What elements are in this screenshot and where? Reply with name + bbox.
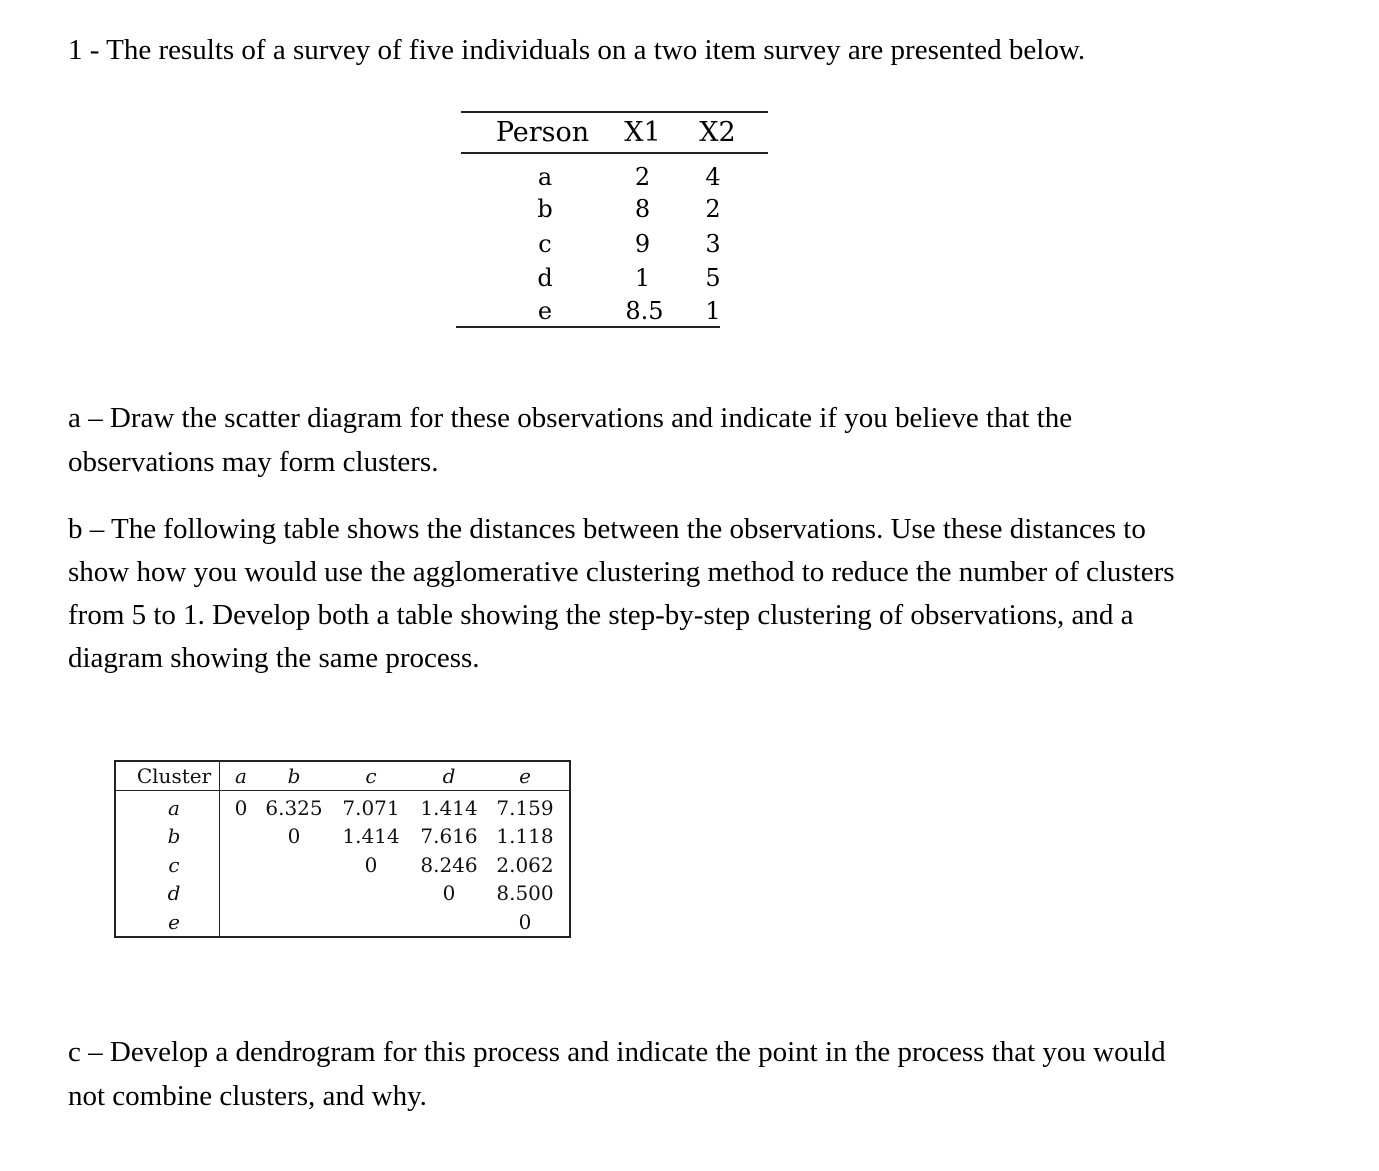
- table-bottom-rule: [456, 326, 720, 328]
- dist-a-b: 6.325: [265, 796, 323, 820]
- dist-row-label-b: b: [167, 824, 181, 848]
- dist-col-b: b: [287, 764, 301, 788]
- table-header-rule: [461, 152, 768, 154]
- question-part-b: [68, 508, 1175, 680]
- dist-row-label-c: c: [168, 853, 180, 877]
- dist-col-c: c: [365, 764, 377, 788]
- dist-e-e: 0: [518, 910, 532, 934]
- dist-d-d: 0: [442, 881, 456, 905]
- part-c-line-1: c – Develop a dendrogram for this process and indicate the point in the process that you would: [68, 1036, 1166, 1068]
- row-e-person: e: [537, 297, 553, 325]
- dist-b-b: 0: [287, 824, 301, 848]
- part-b-line-3: from 5 to 1. Develop both a table showing the step-by-step clustering of observations, and a: [68, 599, 1134, 631]
- dist-c-d: 8.246: [420, 853, 478, 877]
- dist-b-c: 1.414: [342, 824, 400, 848]
- row-d-person: d: [537, 264, 553, 292]
- part-b-line-4: diagram showing the same process.: [68, 642, 480, 674]
- part-a-line-1: a – Draw the scatter diagram for these observations and indicate if you believe that the: [68, 402, 1073, 434]
- dist-d-e: 8.500: [496, 881, 554, 905]
- question-part-c: [68, 1030, 1166, 1118]
- dist-table-label-divider: [219, 760, 220, 938]
- header-person: Person: [495, 117, 590, 148]
- dist-c-c: 0: [364, 853, 378, 877]
- header-x1: X1: [624, 117, 661, 148]
- dist-table-left-border: [114, 760, 116, 938]
- part-a-line-2: observations may form clusters.: [68, 446, 439, 478]
- dist-table-bottom-border: [114, 936, 571, 938]
- header-x2: X2: [699, 117, 736, 148]
- row-a-x1: 2: [634, 163, 651, 191]
- dist-b-d: 7.616: [420, 824, 478, 848]
- part-b-line-1: b – The following table shows the distances between the observations. Use these distances to: [68, 513, 1146, 545]
- dist-a-d: 1.414: [420, 796, 478, 820]
- part-b-line-2: show how you would use the agglomerative clustering method to reduce the number of clusters: [68, 556, 1175, 588]
- row-b-x2: 2: [705, 195, 721, 223]
- row-a-x2: 4: [705, 163, 721, 191]
- dist-table-right-border: [569, 760, 571, 938]
- distance-table: [114, 760, 571, 938]
- dist-b-e: 1.118: [496, 824, 554, 848]
- row-b-x1: 8: [634, 195, 651, 223]
- question-part-a: [68, 396, 1072, 484]
- row-c-x1: 9: [634, 230, 651, 258]
- row-d-x2: 5: [705, 264, 721, 292]
- intro-text: 1 - The results of a survey of five individuals on a two item survey are presented below.: [68, 34, 1086, 66]
- row-a-person: a: [537, 163, 553, 191]
- row-e-x1: 8.5: [625, 297, 664, 325]
- dist-col-e: e: [519, 764, 531, 788]
- dist-col-a: a: [235, 764, 247, 788]
- dist-a-c: 7.071: [342, 796, 400, 820]
- part-c-line-2: not combine clusters, and why.: [68, 1080, 427, 1112]
- question-intro: [68, 28, 1085, 72]
- dist-c-e: 2.062: [496, 853, 554, 877]
- dist-row-label-e: e: [168, 910, 180, 934]
- row-e-x2: 1: [705, 297, 721, 325]
- dist-table-header-border: [114, 790, 571, 791]
- row-b-person: b: [537, 195, 553, 223]
- dist-row-label-d: d: [167, 881, 181, 905]
- row-d-x1: 1: [634, 264, 651, 292]
- dist-a-e: 7.159: [496, 796, 554, 820]
- row-c-person: c: [538, 230, 552, 258]
- table-top-rule: [461, 111, 768, 113]
- dist-a-a: 0: [234, 796, 248, 820]
- dist-row-label-a: a: [168, 796, 180, 820]
- dist-corner-label: Cluster: [136, 764, 212, 788]
- row-c-x2: 3: [705, 230, 721, 258]
- dist-col-d: d: [442, 764, 456, 788]
